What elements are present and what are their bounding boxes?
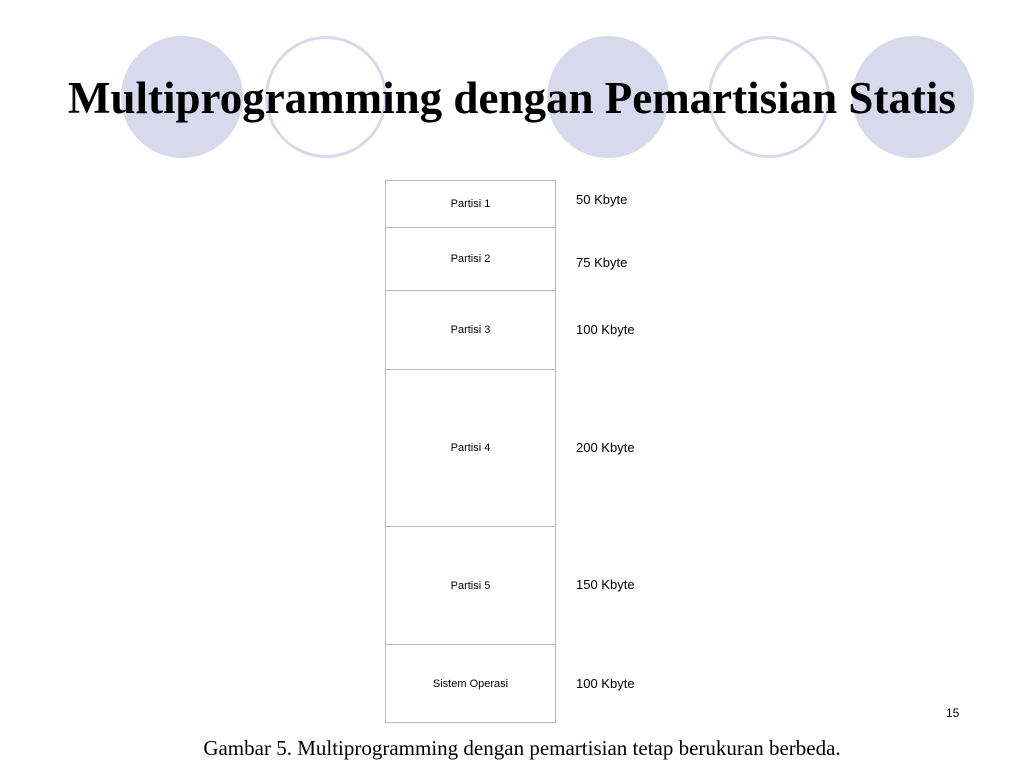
figure-caption: Gambar 5. Multiprogramming dengan pemartisian tetap berukuran berbeda.	[203, 736, 841, 760]
partition-size: 100 Kbyte	[576, 676, 635, 691]
partition-block	[385, 526, 556, 645]
partition-size: 50 Kbyte	[576, 192, 628, 207]
partition-label: Sistem Operasi	[432, 677, 509, 690]
partition-size: 150 Kbyte	[576, 577, 635, 592]
partition-block	[385, 290, 556, 370]
os-partition-block	[385, 644, 556, 723]
partition-label: Partisi 3	[450, 324, 491, 336]
partition-size: 75 Kbyte	[576, 255, 628, 270]
slide-title: Multiprogramming dengan Pemartisian Statis	[68, 73, 956, 123]
partition-block	[385, 227, 556, 291]
partition-label: Partisi 2	[450, 253, 491, 265]
page-number: 15	[946, 706, 960, 720]
partition-size: 100 Kbyte	[576, 322, 635, 337]
partition-size: 200 Kbyte	[576, 440, 635, 455]
partition-label: Partisi 5	[450, 579, 491, 592]
partition-label: Partisi 4	[450, 442, 491, 454]
partition-block	[385, 369, 556, 527]
partition-block	[385, 180, 556, 228]
partition-label: Partisi 1	[450, 198, 491, 210]
